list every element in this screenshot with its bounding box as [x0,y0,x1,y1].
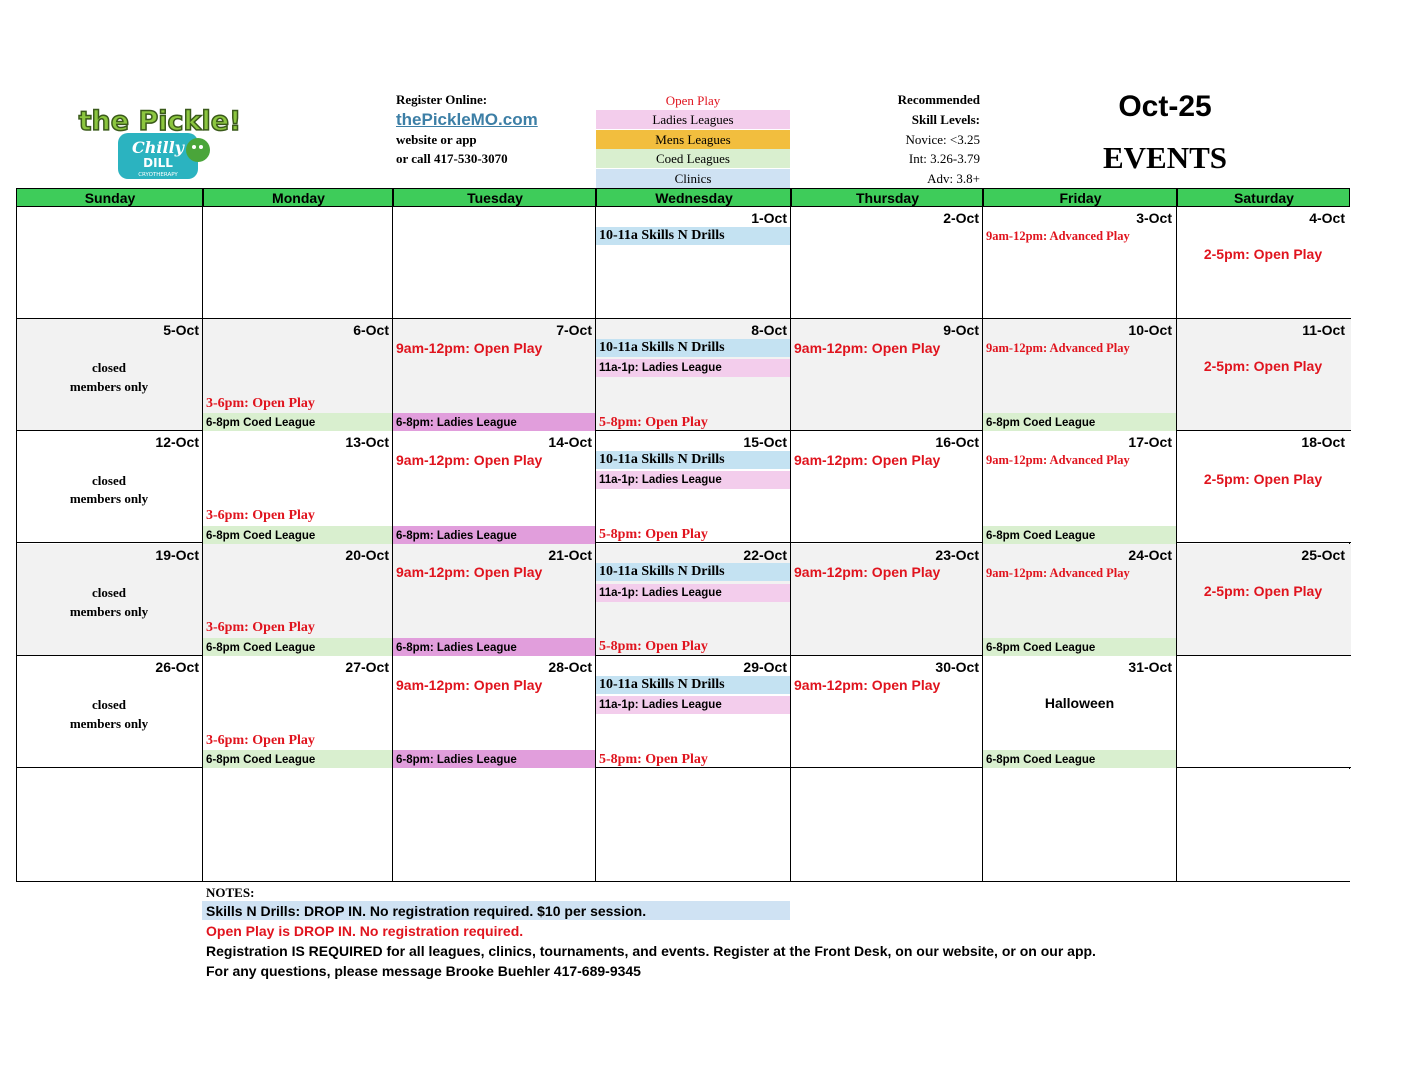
date-30-oct: 30-Oct [935,659,979,675]
members-only-label: members only [69,604,149,619]
legend-coed-leagues: Coed Leagues [596,149,790,168]
note-open-play: Open Play is DROP IN. No registration required. [206,923,524,939]
date-25-oct: 25-Oct [1301,547,1345,563]
event-tuesday-open-play: 9am-12pm: Open Play [396,452,543,468]
event-ladies-league-midday: 11a-1p: Ladies League [596,471,790,489]
date-21-oct: 21-Oct [548,547,592,563]
event-advanced-play: 9am-12pm: Advanced Play [986,229,1130,243]
event-thursday-open-play: 9am-12pm: Open Play [794,564,941,580]
skill-novice: Novice: <3.25 [905,132,980,147]
event-coed-league: 6-8pm Coed League [983,413,1176,431]
event-wednesday-open-play: 5-8pm: Open Play [599,639,708,654]
day-header-monday: Monday [204,189,394,206]
closed-label: closed [92,473,126,488]
date-2-oct: 2-Oct [943,210,979,226]
day-header-wednesday: Wednesday [597,189,792,206]
date-4-oct: 4-Oct [1309,210,1345,226]
event-wednesday-open-play: 5-8pm: Open Play [599,527,708,542]
date-20-oct: 20-Oct [345,547,389,563]
event-saturday-open-play: 2-5pm: Open Play [1203,246,1323,262]
event-skills-drills: 10-11a Skills N Drills [596,227,790,245]
event-ladies-league-evening: 6-8pm: Ladies League [393,526,595,544]
date-26-oct: 26-Oct [155,659,199,675]
event-coed-league: 6-8pm Coed League [203,638,392,656]
notes-title: NOTES: [206,885,255,900]
day-header-tuesday: Tuesday [394,189,597,206]
date-24-oct: 24-Oct [1128,547,1172,563]
note-skills-drills: Skills N Drills: DROP IN. No registration required. $10 per session. [202,901,790,920]
date-5-oct: 5-Oct [163,322,199,338]
event-advanced-play: 9am-12pm: Advanced Play [986,341,1130,355]
event-wednesday-open-play: 5-8pm: Open Play [599,752,708,767]
date-19-oct: 19-Oct [155,547,199,563]
svg-text:CRYOTHERAPY: CRYOTHERAPY [138,172,178,178]
date-10-oct: 10-Oct [1128,322,1172,338]
date-9-oct: 9-Oct [943,322,979,338]
event-saturday-open-play: 2-5pm: Open Play [1203,358,1323,374]
pickle-logo [78,95,242,183]
closed-label: closed [92,585,126,600]
event-thursday-open-play: 9am-12pm: Open Play [794,677,941,693]
closed-label: closed [92,360,126,375]
event-advanced-play: 9am-12pm: Advanced Play [986,453,1130,467]
event-monday-open-play: 3-6pm: Open Play [206,396,315,411]
date-1-oct: 1-Oct [751,210,787,226]
legend-open-play: Open Play [596,91,790,110]
date-11-oct: 11-Oct [1302,322,1345,338]
event-ladies-league-evening: 6-8pm: Ladies League [393,638,595,656]
event-saturday-open-play: 2-5pm: Open Play [1203,583,1323,599]
month-title: Oct-25 [1118,90,1212,123]
members-only-label: members only [69,491,149,506]
svg-text:DILL: DILL [143,156,173,170]
date-29-oct: 29-Oct [743,659,787,675]
event-coed-league: 6-8pm Coed League [983,638,1176,656]
event-coed-league: 6-8pm Coed League [203,413,392,431]
date-27-oct: 27-Oct [345,659,389,675]
events-title: EVENTS [1102,140,1228,175]
date-28-oct: 28-Oct [548,659,592,675]
event-coed-league: 6-8pm Coed League [983,750,1176,768]
date-31-oct: 31-Oct [1128,659,1172,675]
skill-title-1: Recommended [897,92,980,107]
register-title: Register Online: [396,92,488,107]
skill-adv: Adv: 3.8+ [927,171,980,186]
day-header-friday: Friday [984,189,1178,206]
register-phone: or call 417-530-3070 [396,151,508,166]
week-row-6 [17,769,1351,881]
register-app-text: website or app [396,132,477,147]
day-header-sunday: Sunday [17,189,204,206]
event-tuesday-open-play: 9am-12pm: Open Play [396,340,543,356]
event-skills-drills: 10-11a Skills N Drills [596,339,790,357]
skill-int: Int: 3.26-3.79 [908,151,980,166]
event-monday-open-play: 3-6pm: Open Play [206,733,315,748]
halloween-label: Halloween [1044,695,1115,711]
event-coed-league: 6-8pm Coed League [203,750,392,768]
date-8-oct: 8-Oct [751,322,787,338]
event-ladies-league-midday: 11a-1p: Ladies League [596,359,790,377]
event-coed-league: 6-8pm Coed League [983,526,1176,544]
event-coed-league: 6-8pm Coed League [203,526,392,544]
date-13-oct: 13-Oct [345,434,389,450]
event-saturday-open-play: 2-5pm: Open Play [1203,471,1323,487]
note-registration: Registration IS REQUIRED for all leagues, clinics, tournaments, and events. Register at the Front Desk, on our website, or on our app. [206,943,1096,959]
date-12-oct: 12-Oct [155,434,199,450]
event-ladies-league-midday: 11a-1p: Ladies League [596,584,790,602]
event-wednesday-open-play: 5-8pm: Open Play [599,415,708,430]
skill-title-2: Skill Levels: [911,112,980,127]
weekday-header-row [16,188,1350,207]
event-thursday-open-play: 9am-12pm: Open Play [794,452,941,468]
date-17-oct: 17-Oct [1128,434,1172,450]
event-monday-open-play: 3-6pm: Open Play [206,508,315,523]
event-ladies-league-midday: 11a-1p: Ladies League [596,696,790,714]
legend-ladies-leagues: Ladies Leagues [596,110,790,129]
date-15-oct: 15-Oct [743,434,787,450]
members-only-label: members only [69,379,149,394]
event-skills-drills: 10-11a Skills N Drills [596,563,790,581]
date-14-oct: 14-Oct [548,434,592,450]
event-skills-drills: 10-11a Skills N Drills [596,676,790,694]
legend-mens-leagues: Mens Leagues [596,130,790,149]
event-tuesday-open-play: 9am-12pm: Open Play [396,564,543,580]
calendar-grid [16,207,1350,882]
date-6-oct: 6-Oct [353,322,389,338]
svg-text:Chilly: Chilly [132,138,184,157]
event-ladies-league-evening: 6-8pm: Ladies League [393,750,595,768]
legend-clinics: Clinics [596,169,790,188]
date-18-oct: 18-Oct [1301,434,1345,450]
event-advanced-play: 9am-12pm: Advanced Play [986,566,1130,580]
date-16-oct: 16-Oct [935,434,979,450]
date-23-oct: 23-Oct [935,547,979,563]
event-thursday-open-play: 9am-12pm: Open Play [794,340,941,356]
members-only-label: members only [69,716,149,731]
svg-text:the Pickle!: the Pickle! [78,106,242,137]
website-link[interactable]: thePickleMO.com [396,110,538,129]
day-header-thursday: Thursday [792,189,984,206]
date-3-oct: 3-Oct [1136,210,1172,226]
date-7-oct: 7-Oct [556,322,592,338]
event-monday-open-play: 3-6pm: Open Play [206,620,315,635]
closed-label: closed [92,697,126,712]
note-questions: For any questions, please message Brooke Buehler 417-689-9345 [206,963,641,979]
event-skills-drills: 10-11a Skills N Drills [596,451,790,469]
event-tuesday-open-play: 9am-12pm: Open Play [396,677,543,693]
event-ladies-league-evening: 6-8pm: Ladies League [393,413,595,431]
day-header-saturday: Saturday [1234,190,1294,206]
date-22-oct: 22-Oct [743,547,787,563]
